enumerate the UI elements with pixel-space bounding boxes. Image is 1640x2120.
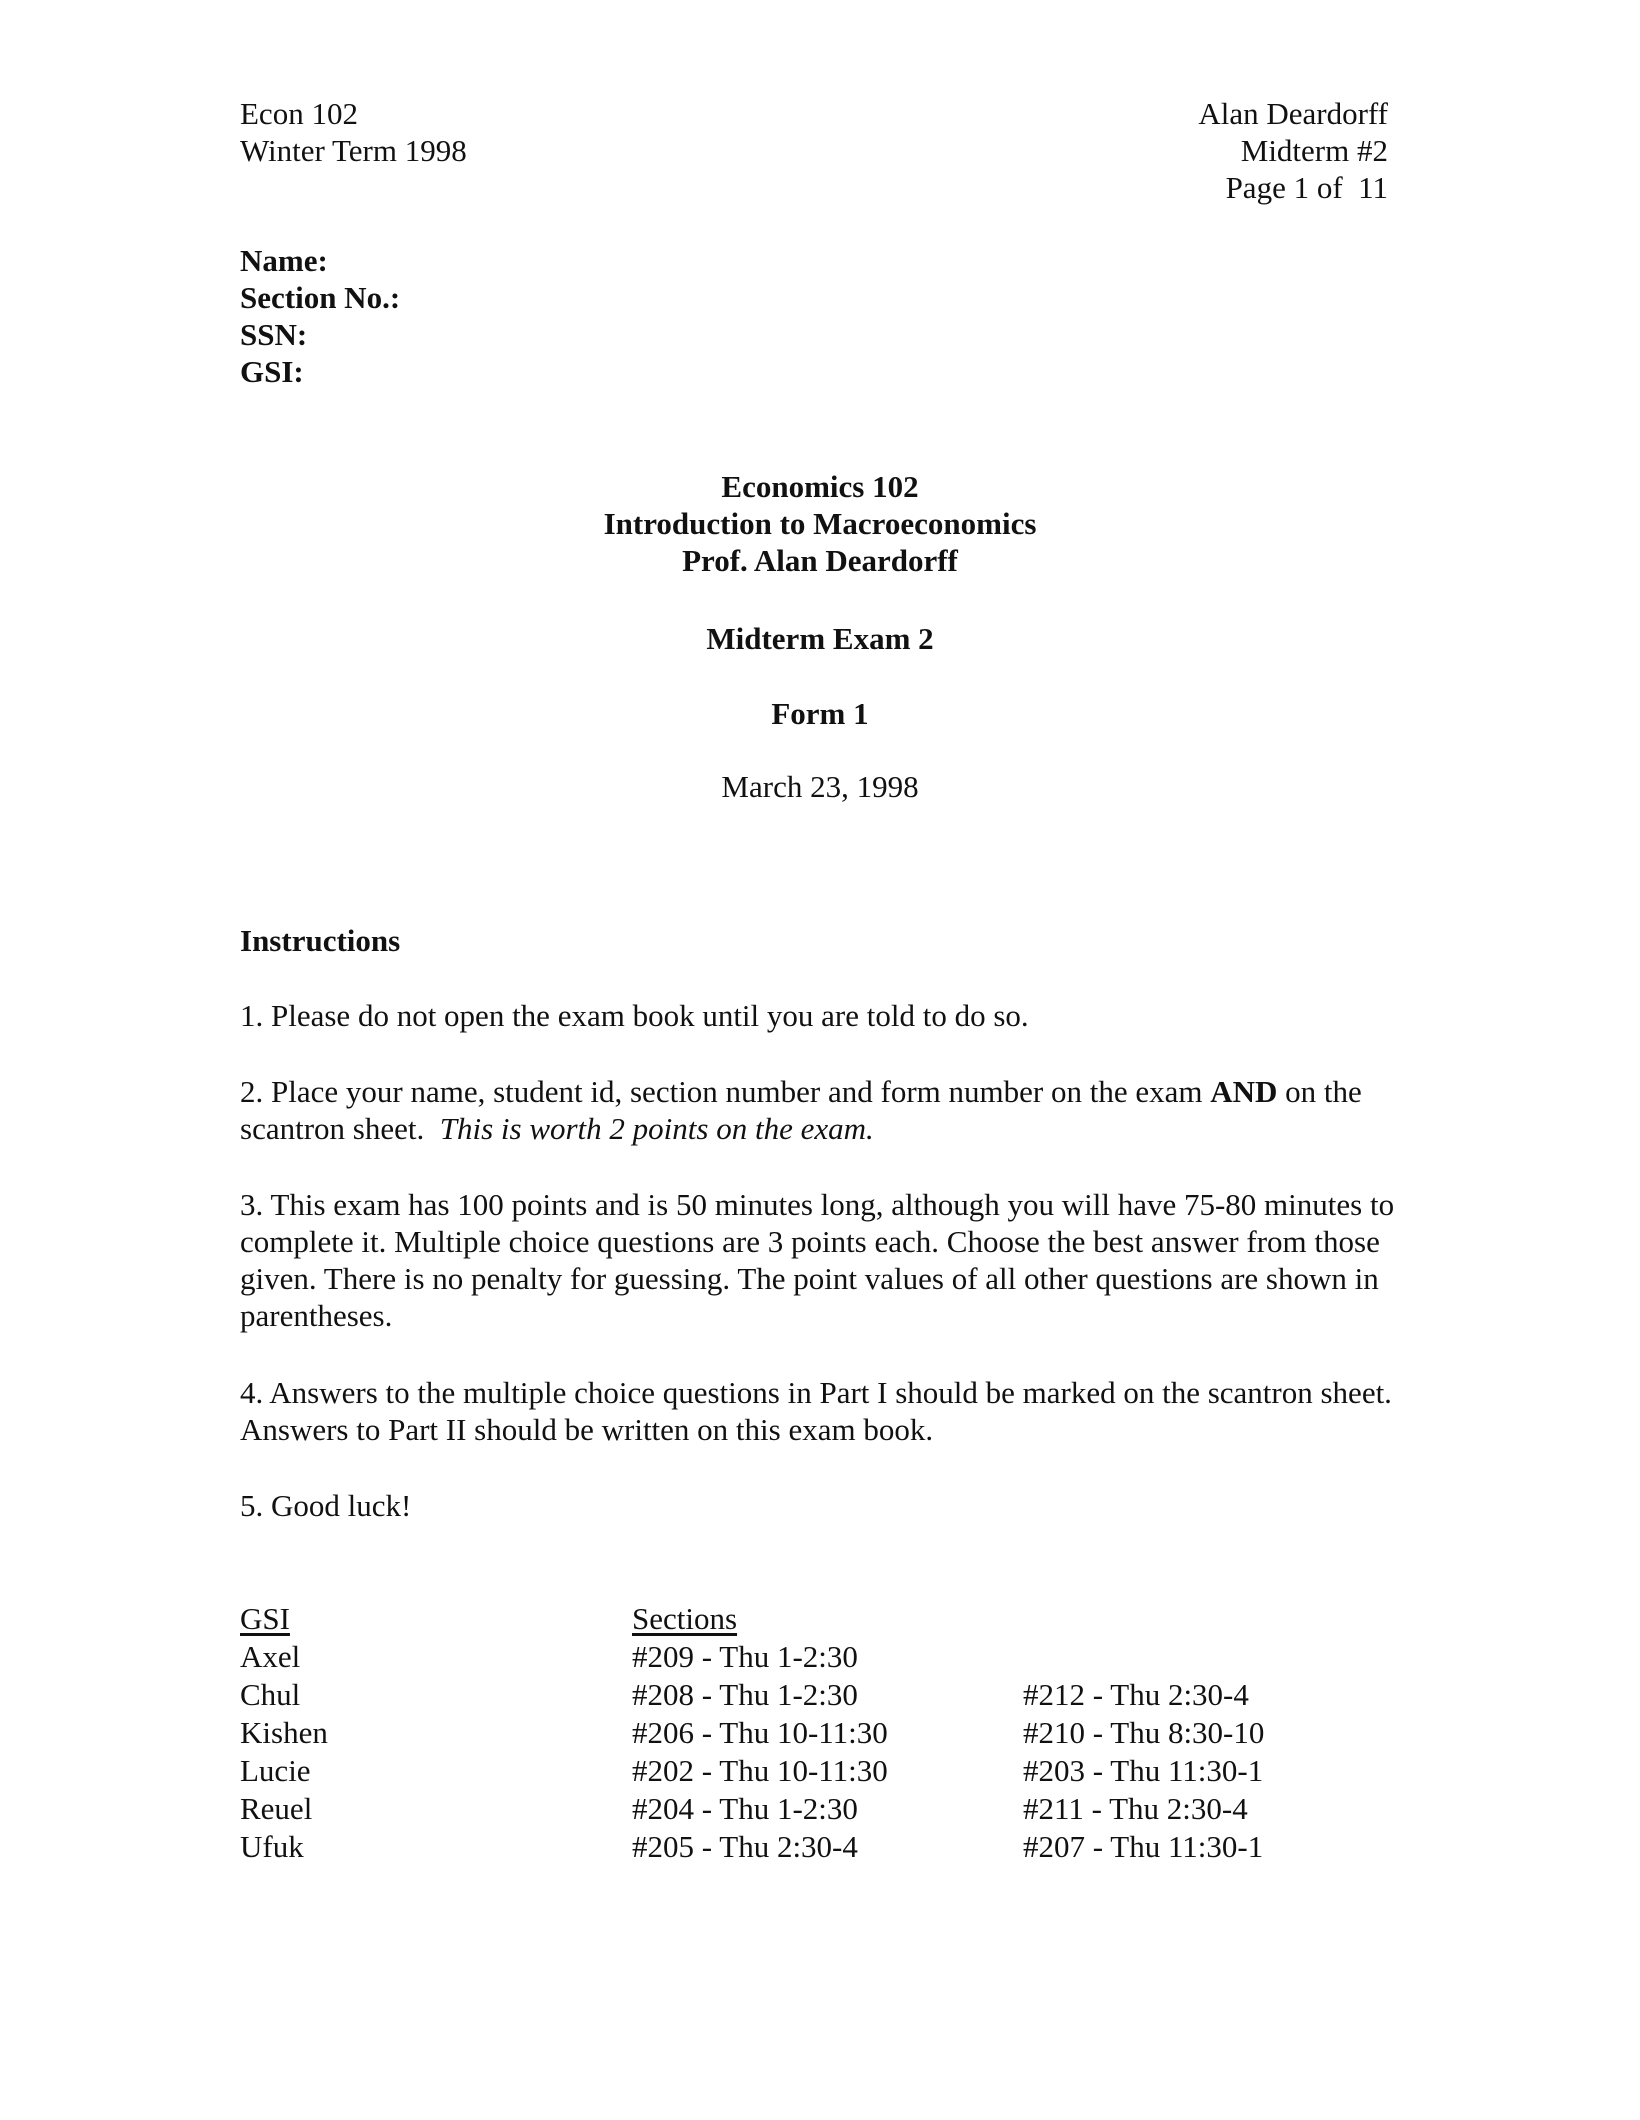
student-fields — [240, 242, 400, 390]
exam-date: March 23, 1998 — [721, 769, 919, 804]
section-1: #209 - Thu 1-2:30 — [632, 1639, 858, 1674]
course-code: Econ 102 — [240, 96, 358, 131]
exam-title: Midterm Exam 2 — [706, 621, 934, 656]
form-title: Form 1 — [771, 696, 869, 731]
header-left — [240, 95, 467, 169]
instructor-name: Alan Deardorff — [1198, 96, 1388, 131]
course-subject: Introduction to Macroeconomics — [603, 506, 1037, 541]
title-block — [0, 468, 1640, 579]
gsi-name: Axel — [240, 1639, 301, 1674]
section-field-label: Section No.: — [240, 280, 401, 315]
section-1: #206 - Thu 10-11:30 — [632, 1715, 888, 1750]
gsi-name: Ufuk — [240, 1829, 304, 1864]
section-2: #207 - Thu 11:30-1 — [1023, 1829, 1264, 1864]
instruction-1-text: 1. Please do not open the exam book until you are told to do so. — [240, 998, 1029, 1033]
table-row — [240, 1752, 1340, 1790]
header-right — [1198, 95, 1388, 206]
instruction-2-part-b: on the scantron sheet. — [240, 1074, 1370, 1146]
term: Winter Term 1998 — [240, 133, 467, 168]
table-row — [240, 1638, 1340, 1676]
page-number: Page 1 of 11 — [1225, 170, 1388, 205]
table-row — [240, 1714, 1340, 1752]
instruction-2 — [240, 1073, 1400, 1147]
instruction-3 — [240, 1186, 1400, 1334]
table-row — [240, 1828, 1340, 1866]
gsi-name: Reuel — [240, 1791, 313, 1826]
instruction-3-text: 3. This exam has 100 points and is 50 minutes long, although you will have 75-80 minutes to complete it. Multiple choice questions are 3 points each. Choose the best answer from those given. There is no penalty for guessing. The point values of all other questions are shown in parentheses. — [240, 1187, 1395, 1333]
instruction-2-italic: This is worth 2 points on the exam. — [439, 1111, 874, 1146]
gsi-name: Lucie — [240, 1753, 311, 1788]
professor-name: Prof. Alan Deardorff — [682, 543, 958, 578]
course-title: Economics 102 — [721, 469, 919, 504]
section-1: #202 - Thu 10-11:30 — [632, 1753, 888, 1788]
section-2: #203 - Thu 11:30-1 — [1023, 1753, 1264, 1788]
table-row — [240, 1790, 1340, 1828]
instruction-4 — [240, 1374, 1400, 1448]
instruction-2-part-a: 2. Place your name, student id, section number and form number on the exam — [240, 1074, 1211, 1109]
gsi-column-header: GSI — [240, 1601, 290, 1636]
gsi-field-label: GSI: — [240, 354, 304, 389]
instruction-5 — [240, 1487, 1400, 1524]
section-1: #208 - Thu 1-2:30 — [632, 1677, 858, 1712]
ssn-field-label: SSN: — [240, 317, 308, 352]
section-2: #211 - Thu 2:30-4 — [1023, 1791, 1248, 1826]
instruction-2-bold: AND — [1210, 1074, 1278, 1109]
section-1: #204 - Thu 1-2:30 — [632, 1791, 858, 1826]
section-2: #212 - Thu 2:30-4 — [1023, 1677, 1249, 1712]
table-row — [240, 1676, 1340, 1714]
gsi-name: Chul — [240, 1677, 301, 1712]
instruction-2-text — [240, 1073, 1400, 1147]
exam-number: Midterm #2 — [1240, 133, 1388, 168]
instructions-heading: Instructions — [240, 923, 401, 958]
instruction-4-text: 4. Answers to the multiple choice questions in Part I should be marked on the scantron sheet. Answers to Part II should be written on this exam book. — [240, 1375, 1392, 1447]
table-header-row — [240, 1600, 1340, 1638]
name-field-label: Name: — [240, 243, 328, 278]
sections-column-header: Sections — [632, 1601, 738, 1636]
gsi-section-table — [240, 1600, 1340, 1866]
section-2: #210 - Thu 8:30-10 — [1023, 1715, 1265, 1750]
section-1: #205 - Thu 2:30-4 — [632, 1829, 858, 1864]
instruction-5-text: 5. Good luck! — [240, 1488, 412, 1523]
gsi-name: Kishen — [240, 1715, 328, 1750]
instruction-1 — [240, 997, 1400, 1034]
